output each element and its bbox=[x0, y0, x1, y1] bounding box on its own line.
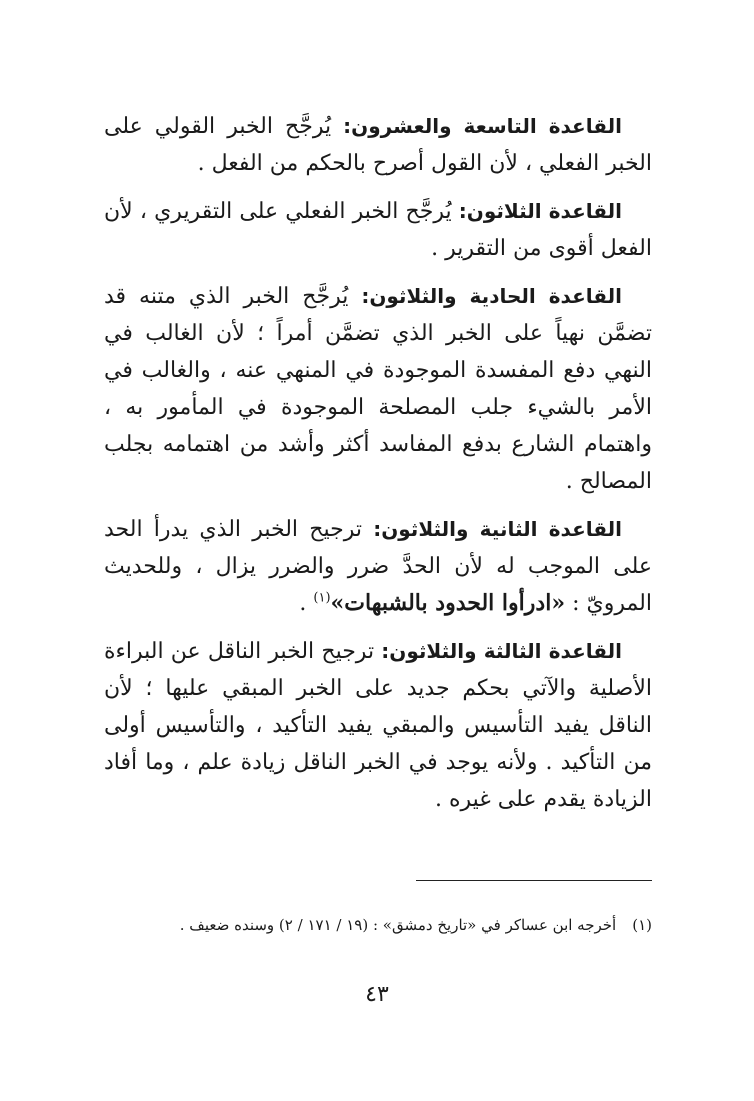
footnote-text: أخرجه ابن عساكر في «تاريخ دمشق» : (١٩ / ١٧١ / ٢) وسنده ضعيف . bbox=[179, 916, 617, 934]
rule-30-title: القاعدة الثلاثون: bbox=[458, 199, 622, 223]
rule-29-text: يُرجَّح الخبر القولي على الخبر الفعلي ، لأن القول أصرح بالحكم من الفعل . bbox=[104, 114, 652, 176]
rule-30-paragraph bbox=[104, 193, 652, 267]
footnote-separator bbox=[416, 880, 652, 881]
rule-29-paragraph bbox=[104, 108, 652, 182]
main-text bbox=[104, 108, 652, 829]
footnote-marker[interactable]: (١) bbox=[313, 590, 331, 606]
footnote bbox=[104, 913, 652, 937]
rule-33-title: القاعدة الثالثة والثلاثون: bbox=[381, 639, 622, 663]
rule-31-text: يُرجَّح الخبر الذي متنه قد تضمَّن نهياً على الخبر الذي تضمَّن أمراً ؛ لأن الغالب في النهي دفع المفسدة الموجودة في المنهي عنه ، والغالب في الأمر بالشيء جلب المصلحة الموجودة في المأمور به ، واهتمام الشارع بدفع المفاسد أكثر وأشد من اهتمامه بجلب المصالح . bbox=[104, 284, 652, 494]
rule-32-text: ترجيح الخبر الذي يدرأ الحد على الموجب له لأن الحدَّ ضرر والضرر يزال ، وللحديث المرويّ : bbox=[104, 517, 652, 616]
footnote-number: (١) bbox=[632, 916, 652, 934]
rule-29-title: القاعدة التاسعة والعشرون: bbox=[343, 114, 622, 138]
page-number: ٤٣ bbox=[365, 982, 389, 1007]
rule-30-text: يُرجَّح الخبر الفعلي على التقريري ، لأن الفعل أقوى من التقرير . bbox=[104, 199, 652, 261]
hadith-quote: «ادرأوا الحدود بالشبهات» bbox=[330, 590, 566, 616]
rule-32-title: القاعدة الثانية والثلاثون: bbox=[373, 517, 622, 541]
rule-32-paragraph bbox=[104, 511, 652, 622]
rule-33-paragraph bbox=[104, 633, 652, 818]
rule-31-paragraph bbox=[104, 278, 652, 500]
rule-33-text: ترجيح الخبر الناقل عن البراءة الأصلية والآتي بحكم جديد على الخبر المبقي عليها ؛ لأن الناقل يفيد التأسيس والمبقي يفيد التأكيد ، والتأسيس أولى من التأكيد . ولأنه يوجد في الخبر الناقل زيادة علم ، وما أفاد الزيادة يقدم على غيره . bbox=[104, 639, 652, 812]
rule-31-title: القاعدة الحادية والثلاثون: bbox=[361, 284, 622, 308]
rule-32-end: . bbox=[299, 591, 314, 616]
